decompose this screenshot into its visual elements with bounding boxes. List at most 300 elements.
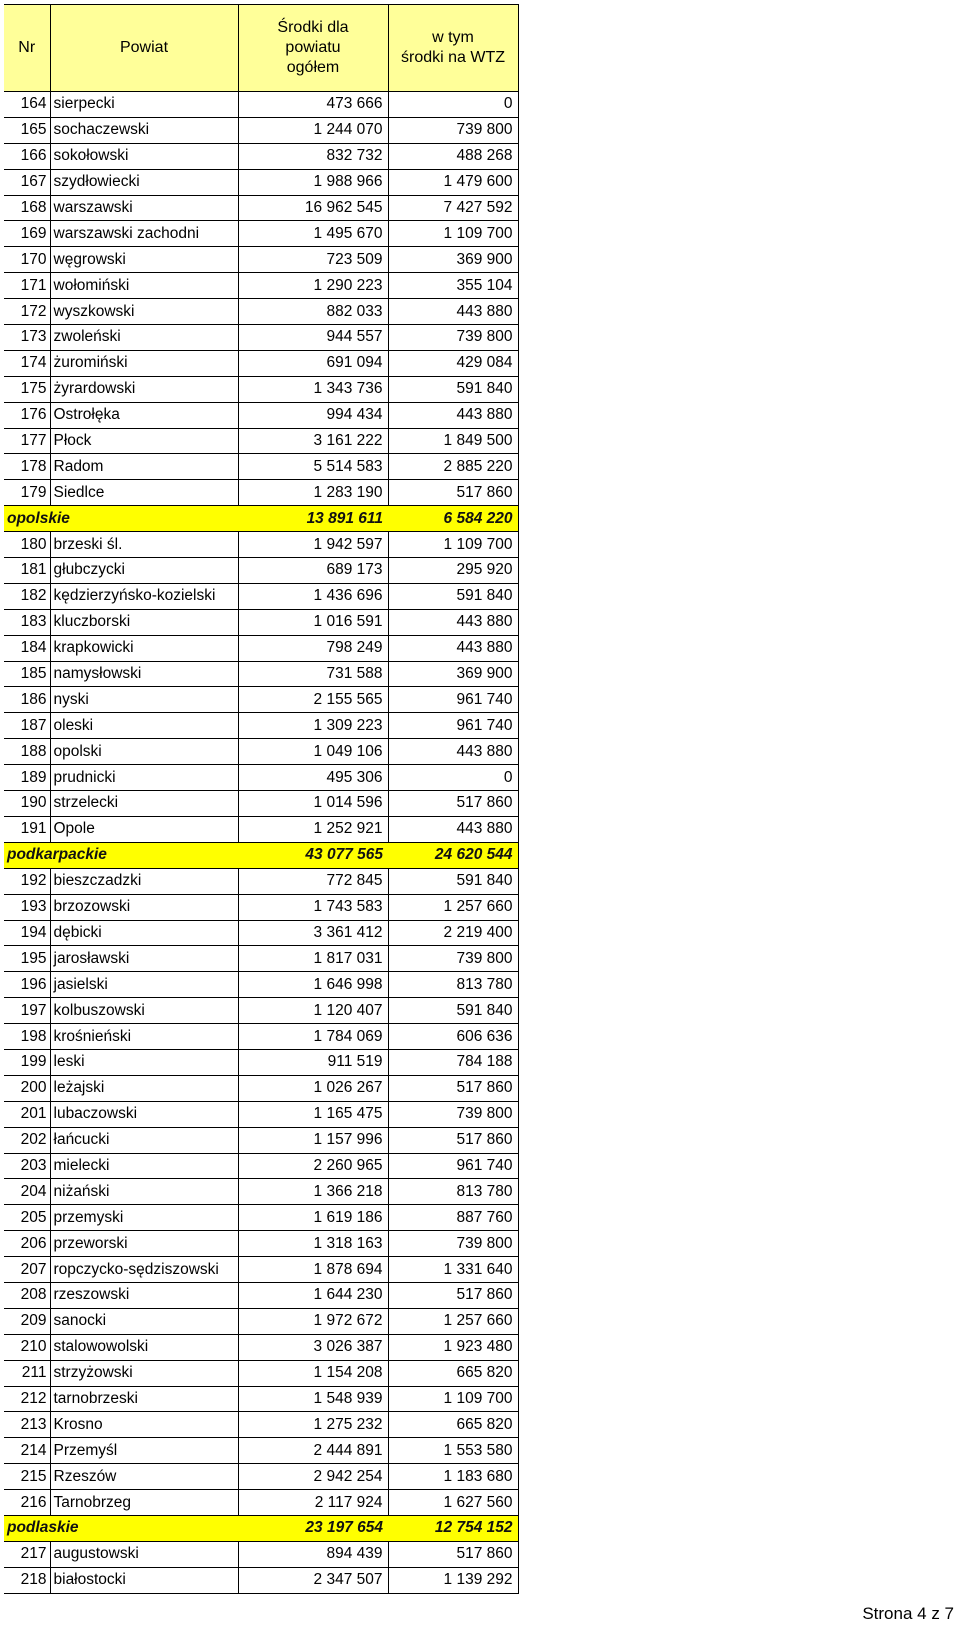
- cell-nr: 200: [4, 1075, 50, 1101]
- cell-nr: 176: [4, 402, 50, 428]
- cell-wtz: 443 880: [388, 635, 518, 661]
- table-row: [4, 739, 518, 765]
- cell-nr: 167: [4, 169, 50, 195]
- header-wtz: [388, 5, 518, 92]
- cell-powiat: sochaczewski: [50, 117, 238, 143]
- cell-total: 2 942 254: [238, 1464, 388, 1490]
- cell-nr: 209: [4, 1308, 50, 1334]
- cell-total: 1 252 921: [238, 816, 388, 842]
- table-header-row: [4, 5, 518, 92]
- cell-powiat: sokołowski: [50, 143, 238, 169]
- cell-powiat: strzyżowski: [50, 1360, 238, 1386]
- cell-powiat: kolbuszowski: [50, 998, 238, 1024]
- table-row: [4, 299, 518, 325]
- cell-wtz: 369 900: [388, 247, 518, 273]
- page-number: Strona 4 z 7: [862, 1604, 954, 1623]
- cell-powiat: wyszkowski: [50, 299, 238, 325]
- cell-powiat: leski: [50, 1049, 238, 1075]
- cell-wtz: 739 800: [388, 1231, 518, 1257]
- cell-wtz: 961 740: [388, 687, 518, 713]
- cell-total: 994 434: [238, 402, 388, 428]
- cell-nr: 211: [4, 1360, 50, 1386]
- header-total-line-2: powiatu: [285, 39, 341, 56]
- header-wtz-line-2: środki na WTZ: [400, 49, 505, 66]
- table-row: [4, 1049, 518, 1075]
- cell-wtz: 1 183 680: [388, 1464, 518, 1490]
- cell-wtz: 591 840: [388, 583, 518, 609]
- cell-wtz: 739 800: [388, 946, 518, 972]
- table-row: [4, 195, 518, 221]
- cell-wtz: 1 627 560: [388, 1490, 518, 1516]
- cell-powiat: sierpecki: [50, 92, 238, 118]
- cell-wtz: 1 109 700: [388, 221, 518, 247]
- cell-nr: 186: [4, 687, 50, 713]
- cell-nr: 202: [4, 1127, 50, 1153]
- cell-total: 2 117 924: [238, 1490, 388, 1516]
- table-row: [4, 402, 518, 428]
- cell-nr: 164: [4, 92, 50, 118]
- cell-powiat: oleski: [50, 713, 238, 739]
- cell-total: 1 644 230: [238, 1282, 388, 1308]
- cell-nr: 179: [4, 480, 50, 506]
- table-row: [4, 920, 518, 946]
- region-wtz: 6 584 220: [388, 506, 518, 532]
- cell-nr: 194: [4, 920, 50, 946]
- cell-total: 1 120 407: [238, 998, 388, 1024]
- table-row: [4, 1438, 518, 1464]
- cell-nr: 216: [4, 1490, 50, 1516]
- table-row: [4, 1024, 518, 1050]
- cell-wtz: 1 139 292: [388, 1567, 518, 1593]
- cell-nr: 206: [4, 1231, 50, 1257]
- cell-powiat: białostocki: [50, 1567, 238, 1593]
- cell-nr: 203: [4, 1153, 50, 1179]
- cell-wtz: 2 219 400: [388, 920, 518, 946]
- cell-wtz: 961 740: [388, 713, 518, 739]
- table-row: [4, 454, 518, 480]
- table-row: [4, 1464, 518, 1490]
- cell-powiat: opolski: [50, 739, 238, 765]
- cell-powiat: lubaczowski: [50, 1101, 238, 1127]
- cell-total: 1 343 736: [238, 376, 388, 402]
- table-row: [4, 169, 518, 195]
- cell-nr: 171: [4, 273, 50, 299]
- region-row: [4, 506, 518, 532]
- funds-table: [4, 4, 519, 1594]
- cell-nr: 168: [4, 195, 50, 221]
- table-body: [4, 92, 518, 1594]
- cell-nr: 217: [4, 1541, 50, 1567]
- cell-nr: 170: [4, 247, 50, 273]
- cell-nr: 197: [4, 998, 50, 1024]
- table-row: [4, 532, 518, 558]
- table-row: [4, 894, 518, 920]
- cell-total: 1 988 966: [238, 169, 388, 195]
- cell-nr: 195: [4, 946, 50, 972]
- cell-wtz: 429 084: [388, 350, 518, 376]
- cell-powiat: żuromiński: [50, 350, 238, 376]
- table-row: [4, 1360, 518, 1386]
- table-row: [4, 1257, 518, 1283]
- cell-wtz: 443 880: [388, 609, 518, 635]
- table-row: [4, 998, 518, 1024]
- table-row: [4, 273, 518, 299]
- cell-powiat: ropczycko-sędziszowski: [50, 1257, 238, 1283]
- cell-total: 2 155 565: [238, 687, 388, 713]
- cell-powiat: leżajski: [50, 1075, 238, 1101]
- cell-wtz: 784 188: [388, 1049, 518, 1075]
- cell-nr: 169: [4, 221, 50, 247]
- cell-powiat: Tarnobrzeg: [50, 1490, 238, 1516]
- table-row: [4, 1075, 518, 1101]
- cell-total: 495 306: [238, 765, 388, 791]
- cell-total: 2 444 891: [238, 1438, 388, 1464]
- cell-powiat: warszawski zachodni: [50, 221, 238, 247]
- cell-nr: 174: [4, 350, 50, 376]
- cell-total: 1 619 186: [238, 1205, 388, 1231]
- cell-powiat: Krosno: [50, 1412, 238, 1438]
- cell-powiat: stalowowolski: [50, 1334, 238, 1360]
- region-wtz: 12 754 152: [388, 1515, 518, 1541]
- table-row: [4, 1490, 518, 1516]
- cell-powiat: Radom: [50, 454, 238, 480]
- cell-total: 1 436 696: [238, 583, 388, 609]
- cell-nr: 210: [4, 1334, 50, 1360]
- cell-total: 2 347 507: [238, 1567, 388, 1593]
- header-total-line-1: Środki dla: [277, 19, 349, 36]
- cell-powiat: łańcucki: [50, 1127, 238, 1153]
- table-row: [4, 117, 518, 143]
- cell-nr: 177: [4, 428, 50, 454]
- table-row: [4, 376, 518, 402]
- cell-total: 1 154 208: [238, 1360, 388, 1386]
- cell-powiat: tarnobrzeski: [50, 1386, 238, 1412]
- cell-wtz: 1 257 660: [388, 894, 518, 920]
- cell-total: 1 972 672: [238, 1308, 388, 1334]
- cell-nr: 183: [4, 609, 50, 635]
- cell-nr: 196: [4, 972, 50, 998]
- cell-nr: 173: [4, 325, 50, 351]
- cell-total: 1 318 163: [238, 1231, 388, 1257]
- cell-nr: 187: [4, 713, 50, 739]
- table-row: [4, 609, 518, 635]
- cell-powiat: rzeszowski: [50, 1282, 238, 1308]
- header-total: [238, 5, 388, 92]
- cell-wtz: 591 840: [388, 998, 518, 1024]
- cell-wtz: 0: [388, 765, 518, 791]
- cell-powiat: strzelecki: [50, 791, 238, 817]
- cell-nr: 165: [4, 117, 50, 143]
- cell-powiat: przemyski: [50, 1205, 238, 1231]
- cell-total: 16 962 545: [238, 195, 388, 221]
- cell-nr: 182: [4, 583, 50, 609]
- cell-powiat: kędzierzyńsko-kozielski: [50, 583, 238, 609]
- cell-powiat: krośnieński: [50, 1024, 238, 1050]
- cell-powiat: Płock: [50, 428, 238, 454]
- cell-total: 731 588: [238, 661, 388, 687]
- table-row: [4, 143, 518, 169]
- region-row: [4, 842, 518, 868]
- cell-wtz: 665 820: [388, 1360, 518, 1386]
- cell-wtz: 7 427 592: [388, 195, 518, 221]
- cell-nr: 191: [4, 816, 50, 842]
- cell-powiat: nyski: [50, 687, 238, 713]
- table-row: [4, 247, 518, 273]
- table-row: [4, 428, 518, 454]
- cell-nr: 208: [4, 1282, 50, 1308]
- table-row: [4, 325, 518, 351]
- cell-powiat: augustowski: [50, 1541, 238, 1567]
- region-name: opolskie: [4, 506, 238, 532]
- table-row: [4, 687, 518, 713]
- cell-wtz: 1 257 660: [388, 1308, 518, 1334]
- table-row: [4, 1179, 518, 1205]
- cell-total: 691 094: [238, 350, 388, 376]
- table-row: [4, 221, 518, 247]
- cell-powiat: Ostrołęka: [50, 402, 238, 428]
- cell-nr: 204: [4, 1179, 50, 1205]
- cell-powiat: Rzeszów: [50, 1464, 238, 1490]
- cell-total: 894 439: [238, 1541, 388, 1567]
- cell-total: 1 743 583: [238, 894, 388, 920]
- table-row: [4, 1308, 518, 1334]
- cell-total: 2 260 965: [238, 1153, 388, 1179]
- cell-total: 3 361 412: [238, 920, 388, 946]
- region-total: 43 077 565: [238, 842, 388, 868]
- cell-total: 1 366 218: [238, 1179, 388, 1205]
- table-row: [4, 661, 518, 687]
- table-row: [4, 350, 518, 376]
- cell-nr: 181: [4, 558, 50, 584]
- cell-total: 723 509: [238, 247, 388, 273]
- cell-wtz: 443 880: [388, 739, 518, 765]
- cell-nr: 215: [4, 1464, 50, 1490]
- cell-total: 882 033: [238, 299, 388, 325]
- cell-wtz: 295 920: [388, 558, 518, 584]
- header-wtz-line-1: w tym: [432, 29, 474, 46]
- table-row: [4, 92, 518, 118]
- cell-total: 1 157 996: [238, 1127, 388, 1153]
- table-row: [4, 816, 518, 842]
- table-row: [4, 972, 518, 998]
- cell-total: 911 519: [238, 1049, 388, 1075]
- cell-wtz: 0: [388, 92, 518, 118]
- cell-total: 1 290 223: [238, 273, 388, 299]
- cell-powiat: namysłowski: [50, 661, 238, 687]
- cell-wtz: 517 860: [388, 1282, 518, 1308]
- cell-wtz: 739 800: [388, 117, 518, 143]
- table-row: [4, 1205, 518, 1231]
- cell-total: 1 784 069: [238, 1024, 388, 1050]
- cell-wtz: 606 636: [388, 1024, 518, 1050]
- cell-total: 1 016 591: [238, 609, 388, 635]
- cell-nr: 199: [4, 1049, 50, 1075]
- header-nr: Nr: [4, 5, 50, 92]
- cell-nr: 185: [4, 661, 50, 687]
- cell-nr: 205: [4, 1205, 50, 1231]
- cell-total: 689 173: [238, 558, 388, 584]
- cell-wtz: 813 780: [388, 972, 518, 998]
- cell-total: 1 646 998: [238, 972, 388, 998]
- cell-nr: 207: [4, 1257, 50, 1283]
- cell-nr: 193: [4, 894, 50, 920]
- cell-nr: 213: [4, 1412, 50, 1438]
- cell-wtz: 1 479 600: [388, 169, 518, 195]
- cell-powiat: bieszczadzki: [50, 868, 238, 894]
- cell-wtz: 1 109 700: [388, 532, 518, 558]
- cell-wtz: 1 923 480: [388, 1334, 518, 1360]
- cell-total: 1 878 694: [238, 1257, 388, 1283]
- table-row: [4, 1541, 518, 1567]
- cell-total: 832 732: [238, 143, 388, 169]
- cell-wtz: 1 331 640: [388, 1257, 518, 1283]
- cell-wtz: 488 268: [388, 143, 518, 169]
- cell-total: 1 495 670: [238, 221, 388, 247]
- table-row: [4, 1231, 518, 1257]
- cell-nr: 172: [4, 299, 50, 325]
- cell-wtz: 517 860: [388, 791, 518, 817]
- table-row: [4, 713, 518, 739]
- cell-wtz: 739 800: [388, 1101, 518, 1127]
- table-row: [4, 1567, 518, 1593]
- table-row: [4, 791, 518, 817]
- cell-powiat: kluczborski: [50, 609, 238, 635]
- cell-wtz: 517 860: [388, 1541, 518, 1567]
- funds-table-sheet: [4, 4, 518, 1594]
- table-row: [4, 1334, 518, 1360]
- table-row: [4, 1412, 518, 1438]
- region-name: podlaskie: [4, 1515, 238, 1541]
- cell-total: 3 026 387: [238, 1334, 388, 1360]
- region-name: podkarpackie: [4, 842, 238, 868]
- cell-wtz: 961 740: [388, 1153, 518, 1179]
- cell-powiat: krapkowicki: [50, 635, 238, 661]
- cell-wtz: 517 860: [388, 1075, 518, 1101]
- table-row: [4, 583, 518, 609]
- cell-nr: 189: [4, 765, 50, 791]
- cell-wtz: 1 109 700: [388, 1386, 518, 1412]
- cell-total: 1 275 232: [238, 1412, 388, 1438]
- table-row: [4, 1282, 518, 1308]
- region-wtz: 24 620 544: [388, 842, 518, 868]
- cell-total: 1 165 475: [238, 1101, 388, 1127]
- cell-powiat: żyrardowski: [50, 376, 238, 402]
- cell-total: 473 666: [238, 92, 388, 118]
- cell-wtz: 443 880: [388, 816, 518, 842]
- cell-wtz: 887 760: [388, 1205, 518, 1231]
- cell-total: 1 014 596: [238, 791, 388, 817]
- cell-total: 1 309 223: [238, 713, 388, 739]
- cell-wtz: 739 800: [388, 325, 518, 351]
- cell-powiat: warszawski: [50, 195, 238, 221]
- cell-powiat: zwoleński: [50, 325, 238, 351]
- cell-total: 1 942 597: [238, 532, 388, 558]
- cell-wtz: 591 840: [388, 376, 518, 402]
- header-total-line-3: ogółem: [286, 59, 340, 76]
- region-total: 23 197 654: [238, 1515, 388, 1541]
- cell-powiat: jarosławski: [50, 946, 238, 972]
- cell-powiat: wołomiński: [50, 273, 238, 299]
- cell-total: 3 161 222: [238, 428, 388, 454]
- cell-nr: 201: [4, 1101, 50, 1127]
- cell-total: 1 026 267: [238, 1075, 388, 1101]
- cell-nr: 198: [4, 1024, 50, 1050]
- region-row: [4, 1515, 518, 1541]
- cell-total: 1 548 939: [238, 1386, 388, 1412]
- cell-nr: 190: [4, 791, 50, 817]
- cell-wtz: 517 860: [388, 480, 518, 506]
- cell-total: 1 049 106: [238, 739, 388, 765]
- cell-powiat: przeworski: [50, 1231, 238, 1257]
- cell-powiat: głubczycki: [50, 558, 238, 584]
- cell-wtz: 443 880: [388, 299, 518, 325]
- table-row: [4, 1153, 518, 1179]
- cell-powiat: niżański: [50, 1179, 238, 1205]
- header-powiat: Powiat: [50, 5, 238, 92]
- cell-total: 1 244 070: [238, 117, 388, 143]
- cell-wtz: 2 885 220: [388, 454, 518, 480]
- cell-wtz: 665 820: [388, 1412, 518, 1438]
- cell-powiat: Opole: [50, 816, 238, 842]
- cell-total: 1 817 031: [238, 946, 388, 972]
- table-row: [4, 558, 518, 584]
- cell-nr: 214: [4, 1438, 50, 1464]
- cell-wtz: 443 880: [388, 402, 518, 428]
- cell-powiat: brzozowski: [50, 894, 238, 920]
- cell-wtz: 813 780: [388, 1179, 518, 1205]
- cell-powiat: Przemyśl: [50, 1438, 238, 1464]
- cell-total: 944 557: [238, 325, 388, 351]
- table-row: [4, 868, 518, 894]
- cell-wtz: 1 553 580: [388, 1438, 518, 1464]
- cell-nr: 192: [4, 868, 50, 894]
- cell-nr: 175: [4, 376, 50, 402]
- cell-powiat: szydłowiecki: [50, 169, 238, 195]
- cell-total: 1 283 190: [238, 480, 388, 506]
- table-row: [4, 635, 518, 661]
- cell-wtz: 517 860: [388, 1127, 518, 1153]
- cell-wtz: 1 849 500: [388, 428, 518, 454]
- table-row: [4, 1127, 518, 1153]
- table-row: [4, 765, 518, 791]
- cell-wtz: 369 900: [388, 661, 518, 687]
- cell-powiat: mielecki: [50, 1153, 238, 1179]
- cell-total: 5 514 583: [238, 454, 388, 480]
- cell-powiat: Siedlce: [50, 480, 238, 506]
- cell-powiat: jasielski: [50, 972, 238, 998]
- cell-total: 798 249: [238, 635, 388, 661]
- cell-nr: 212: [4, 1386, 50, 1412]
- table-row: [4, 1386, 518, 1412]
- table-row: [4, 946, 518, 972]
- cell-wtz: 355 104: [388, 273, 518, 299]
- cell-powiat: węgrowski: [50, 247, 238, 273]
- cell-nr: 166: [4, 143, 50, 169]
- cell-total: 772 845: [238, 868, 388, 894]
- cell-nr: 188: [4, 739, 50, 765]
- cell-nr: 184: [4, 635, 50, 661]
- table-row: [4, 1101, 518, 1127]
- cell-powiat: brzeski śl.: [50, 532, 238, 558]
- region-total: 13 891 611: [238, 506, 388, 532]
- cell-powiat: dębicki: [50, 920, 238, 946]
- cell-nr: 180: [4, 532, 50, 558]
- cell-nr: 178: [4, 454, 50, 480]
- cell-nr: 218: [4, 1567, 50, 1593]
- cell-wtz: 591 840: [388, 868, 518, 894]
- cell-powiat: prudnicki: [50, 765, 238, 791]
- table-row: [4, 480, 518, 506]
